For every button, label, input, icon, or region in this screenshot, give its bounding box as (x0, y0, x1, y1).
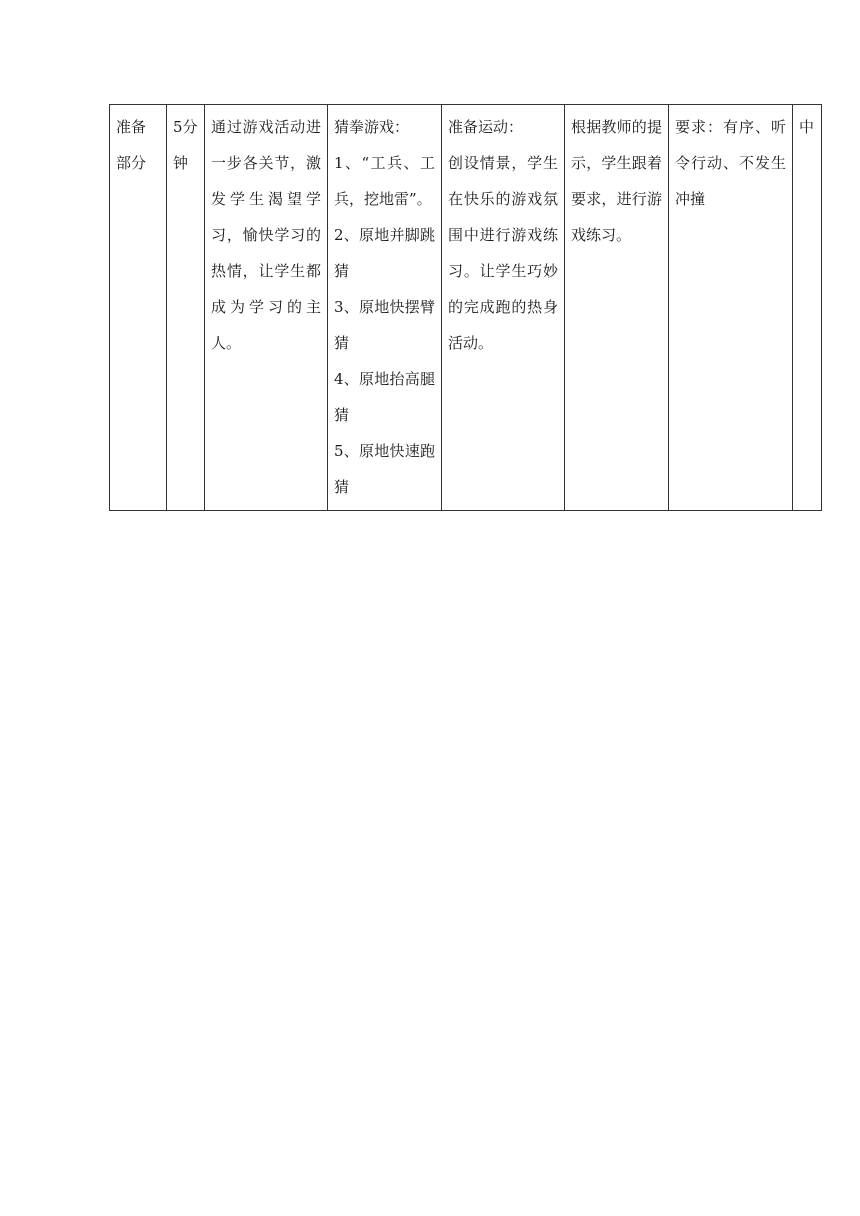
requirement-text: 要求：有序、听令行动、不发生冲撞 (675, 118, 786, 208)
table-row (110, 105, 822, 511)
requirement-cell (669, 105, 793, 511)
student-activity-cell (565, 105, 669, 511)
goal-cell (205, 105, 328, 511)
time-text: 5分钟 (173, 118, 198, 172)
teacher-activity-text: 准备运动： 创设情景，学生在快乐的游戏氛围中进行游戏练习。让学生巧妙的完成跑的热身活动。 (448, 118, 558, 352)
intensity-text: 中 (799, 118, 815, 136)
intensity-cell (793, 105, 822, 511)
section-text: 准备部分 (116, 118, 147, 172)
content-cell (328, 105, 442, 511)
section-cell (110, 105, 167, 511)
goal-text: 通过游戏活动进一步各关节，激发学生渴望学习，愉快学习的热情，让学生都成为学习的主人。 (211, 118, 321, 352)
content-text: 猜拳游戏： 1、“工兵、工兵，挖地雷”。 2、原地并脚跳猜 3、原地快摆臂猜 4、原地抬高腿猜 5、原地快速跑猜 (334, 118, 435, 496)
time-cell (167, 105, 205, 511)
teacher-activity-cell (442, 105, 565, 511)
student-activity-text: 根据教师的提示，学生跟着要求，进行游戏练习。 (571, 118, 662, 244)
lesson-plan-table (109, 104, 822, 511)
